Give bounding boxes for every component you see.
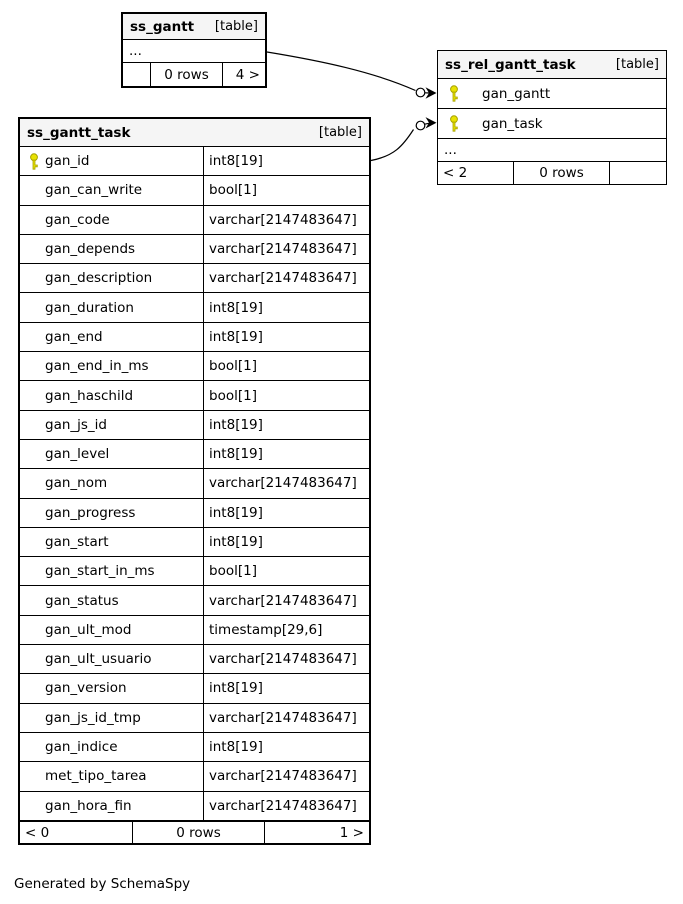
primary-key-icon xyxy=(449,85,465,102)
column-type: timestamp[29,6] xyxy=(203,616,369,644)
footer-parents xyxy=(123,63,150,86)
column-row-gan_ult_mod xyxy=(20,616,369,645)
column-type: varchar[2147483647] xyxy=(203,792,369,820)
column-name: gan_start_in_ms xyxy=(45,563,155,580)
table-name-ss_gantt_task[interactable]: ss_gantt_task xyxy=(27,124,131,141)
arrowhead-icon xyxy=(426,117,437,128)
column-name: gan_id xyxy=(45,153,90,170)
column-type: int8[19] xyxy=(203,440,369,468)
column-type: int8[19] xyxy=(203,293,369,321)
column-row-gan_end xyxy=(20,323,369,352)
column-name: gan_ult_mod xyxy=(45,621,132,638)
column-type: varchar[2147483647] xyxy=(203,762,369,790)
column-row-gan_gantt xyxy=(438,79,666,109)
column-type: int8[19] xyxy=(203,323,369,351)
column-name: gan_description xyxy=(45,270,153,287)
table-node-ss_rel_gantt_task xyxy=(437,50,667,185)
column-name: gan_end xyxy=(45,328,103,345)
table-header-ss_gantt_task xyxy=(20,119,369,147)
primary-key-icon xyxy=(29,153,45,170)
column-row-met_tipo_tarea xyxy=(20,762,369,791)
column-type: int8[19] xyxy=(203,499,369,527)
column-name: gan_js_id xyxy=(45,416,108,433)
column-row-gan_status xyxy=(20,586,369,615)
table-node-ss_gantt_task xyxy=(18,117,371,845)
column-rows xyxy=(20,147,369,821)
table-badge: [table] xyxy=(615,57,659,72)
column-name: gan_gantt xyxy=(482,85,551,102)
column-type: varchar[2147483647] xyxy=(203,586,369,614)
primary-key-icon xyxy=(449,115,465,132)
connector-ss_gantt-to-gan_gantt xyxy=(267,52,437,99)
column-name: gan_hora_fin xyxy=(45,797,132,814)
column-name-cell xyxy=(20,645,203,673)
connector-gan_id-to-gan_task xyxy=(371,117,437,160)
column-name-cell xyxy=(20,176,203,204)
column-row-gan_version xyxy=(20,674,369,703)
column-name-cell xyxy=(20,323,203,351)
column-type: varchar[2147483647] xyxy=(203,645,369,673)
column-row-gan_end_in_ms xyxy=(20,352,369,381)
column-type: int8[19] xyxy=(203,674,369,702)
footer-parents: < 0 xyxy=(25,824,50,841)
column-row-gan_start xyxy=(20,528,369,557)
column-name: gan_progress xyxy=(45,504,136,521)
column-type: int8[19] xyxy=(203,411,369,439)
column-name: gan_nom xyxy=(45,475,108,492)
table-badge: [table] xyxy=(318,125,362,140)
column-name-cell xyxy=(20,235,203,263)
column-name-cell xyxy=(449,79,550,108)
column-row-gan_ult_usuario xyxy=(20,645,369,674)
column-name: gan_level xyxy=(45,446,110,463)
zero-or-one-circle-icon xyxy=(416,121,425,130)
column-name: gan_ult_usuario xyxy=(45,651,152,668)
column-type: varchar[2147483647] xyxy=(203,704,369,732)
footer-row-count: 0 rows xyxy=(150,63,222,86)
column-type: bool[1] xyxy=(203,557,369,585)
column-name: gan_js_id_tmp xyxy=(45,709,141,726)
column-type: varchar[2147483647] xyxy=(203,469,369,497)
column-name-cell xyxy=(20,293,203,321)
column-name-cell xyxy=(20,499,203,527)
hidden-columns-ellipsis: ... xyxy=(123,40,265,63)
column-name-cell xyxy=(20,381,203,409)
column-row-gan_description xyxy=(20,264,369,293)
table-footer-ss_rel_gantt_task xyxy=(438,162,666,184)
table-node-ss_gantt xyxy=(121,12,267,88)
column-rows xyxy=(438,79,666,139)
column-name: gan_status xyxy=(45,592,119,609)
generated-by-label: Generated by SchemaSpy xyxy=(14,876,191,892)
column-row-gan_duration xyxy=(20,293,369,322)
column-row-gan_can_write xyxy=(20,176,369,205)
table-footer-ss_gantt xyxy=(123,63,265,86)
column-type: varchar[2147483647] xyxy=(203,264,369,292)
column-row-gan_nom xyxy=(20,469,369,498)
hidden-columns-ellipsis: ... xyxy=(438,139,666,162)
column-name: gan_version xyxy=(45,680,127,697)
column-name: gan_depends xyxy=(45,241,136,258)
column-name-cell xyxy=(20,762,203,790)
zero-or-one-circle-icon xyxy=(416,88,425,97)
table-footer-ss_gantt_task xyxy=(20,821,369,843)
column-name-cell xyxy=(20,264,203,292)
column-row-gan_js_id xyxy=(20,411,369,440)
column-name: gan_duration xyxy=(45,299,134,316)
column-type: bool[1] xyxy=(203,381,369,409)
column-type: bool[1] xyxy=(203,352,369,380)
column-name-cell xyxy=(20,792,203,820)
table-name-ss_rel_gantt_task[interactable]: ss_rel_gantt_task xyxy=(445,56,576,73)
column-name-cell xyxy=(20,557,203,585)
column-type: int8[19] xyxy=(203,147,369,175)
column-row-gan_js_id_tmp xyxy=(20,704,369,733)
table-header-ss_gantt xyxy=(123,14,265,40)
table-header-ss_rel_gantt_task xyxy=(438,51,666,79)
column-name-cell xyxy=(20,616,203,644)
footer-row-count: 0 rows xyxy=(132,822,264,843)
column-row-gan_code xyxy=(20,206,369,235)
column-type: int8[19] xyxy=(203,528,369,556)
column-name-cell xyxy=(20,733,203,761)
column-name: gan_can_write xyxy=(45,182,143,199)
column-type: varchar[2147483647] xyxy=(203,235,369,263)
column-name-cell xyxy=(20,674,203,702)
column-row-gan_task xyxy=(438,109,666,139)
column-name-cell xyxy=(20,352,203,380)
column-name-cell xyxy=(20,411,203,439)
table-name-ss_gantt[interactable]: ss_gantt xyxy=(130,18,195,35)
column-type: varchar[2147483647] xyxy=(203,206,369,234)
column-name: gan_end_in_ms xyxy=(45,358,149,375)
column-name: gan_haschild xyxy=(45,387,134,404)
column-name: gan_task xyxy=(482,115,543,132)
column-name-cell xyxy=(20,469,203,497)
column-name: met_tipo_tarea xyxy=(45,768,147,785)
column-name-cell xyxy=(20,147,203,175)
footer-children xyxy=(609,162,666,184)
column-name: gan_indice xyxy=(45,739,118,756)
column-name-cell xyxy=(20,528,203,556)
column-name: gan_code xyxy=(45,211,110,228)
column-row-gan_level xyxy=(20,440,369,469)
column-row-gan_id xyxy=(20,147,369,176)
column-name: gan_start xyxy=(45,534,109,550)
table-badge: [table] xyxy=(214,19,258,34)
footer-parents: < 2 xyxy=(443,165,468,181)
arrowhead-icon xyxy=(426,87,437,98)
column-row-gan_hora_fin xyxy=(20,792,369,821)
column-row-gan_depends xyxy=(20,235,369,264)
column-name-cell xyxy=(20,704,203,732)
footer-row-count: 0 rows xyxy=(513,162,609,184)
column-row-gan_haschild xyxy=(20,381,369,410)
column-row-gan_progress xyxy=(20,499,369,528)
column-row-gan_indice xyxy=(20,733,369,762)
column-name-cell xyxy=(20,440,203,468)
footer-children: 1 > xyxy=(264,822,369,843)
column-type: int8[19] xyxy=(203,733,369,761)
column-type: bool[1] xyxy=(203,176,369,204)
footer-children: 4 > xyxy=(222,63,265,86)
column-row-gan_start_in_ms xyxy=(20,557,369,586)
column-name-cell xyxy=(20,206,203,234)
column-name-cell xyxy=(449,109,543,138)
column-name-cell xyxy=(20,586,203,614)
